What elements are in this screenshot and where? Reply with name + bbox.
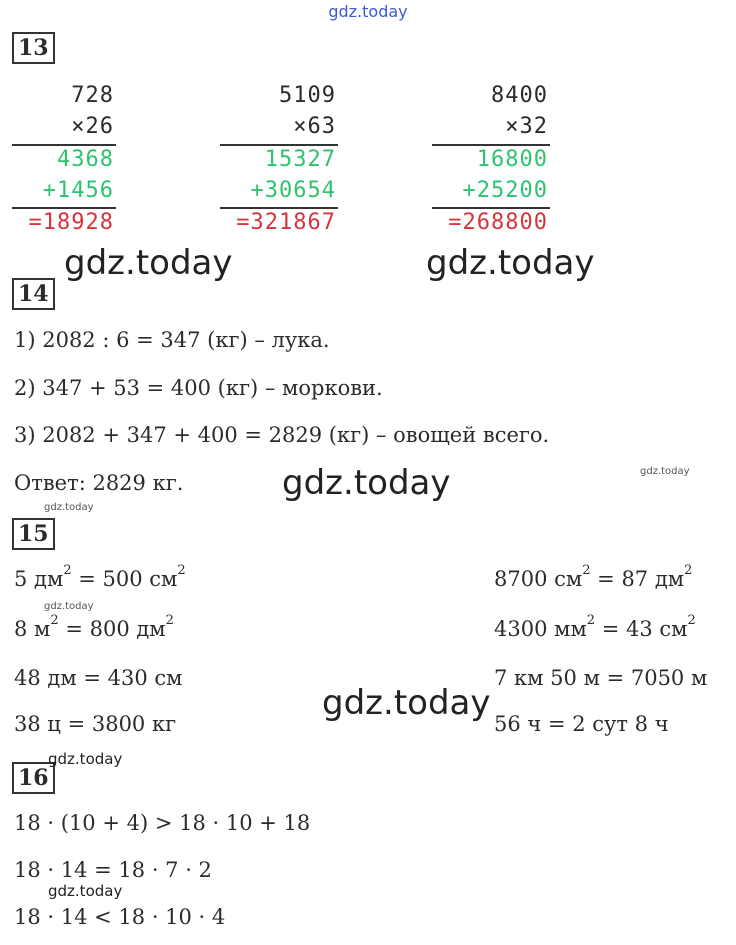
ex13-col2-partial1: 15327 bbox=[264, 147, 336, 172]
ex14-answer: Ответ: 2829 кг. bbox=[14, 471, 184, 495]
ex13-col3-partial2: +25200 bbox=[462, 178, 548, 203]
ex13-col2-rule2 bbox=[220, 207, 338, 209]
ex15-right-2: 4300 $мм^2 = 43$ $см^2$ bbox=[494, 613, 696, 641]
ex15-right-4: 56 ч = 2 сут 8 ч bbox=[494, 712, 669, 736]
ex13-col2-result: =321867 bbox=[236, 210, 336, 235]
ex13-col1-multiplicand: 728 bbox=[71, 83, 114, 108]
watermark-top: gdz.today bbox=[328, 2, 408, 21]
watermark: gdz.today bbox=[322, 683, 491, 723]
ex15-right-3: 7 км 50 м = 7050 м bbox=[494, 666, 708, 690]
ex16-line-1: 18 · (10 + 4) > 18 · 10 + 18 bbox=[14, 811, 311, 835]
ex13-col3-result: =268800 bbox=[448, 210, 548, 235]
ex14-line-1: 1) 2082 : 6 = 347 (кг) – лука. bbox=[14, 328, 330, 352]
ex13-col1-partial1: 4368 bbox=[57, 147, 114, 172]
ex13-col1-rule1 bbox=[12, 144, 116, 146]
ex13-col1-rule2 bbox=[12, 207, 116, 209]
ex16-line-3: 18 · 14 < 18 · 10 · 4 bbox=[14, 905, 226, 929]
ex15-left-4: 38 ц = 3800 кг bbox=[14, 712, 177, 736]
watermark: gdz.today bbox=[640, 466, 690, 477]
watermark: gdz.today bbox=[426, 243, 595, 283]
ex13-col3-partial1: 16800 bbox=[476, 147, 548, 172]
watermark: gdz.today bbox=[44, 502, 94, 513]
ex13-col3-multiplicand: 8400 bbox=[491, 83, 548, 108]
ex13-col2-rule1 bbox=[220, 144, 338, 146]
ex13-col3-rule2 bbox=[432, 207, 550, 209]
exercise-16-number: 16 bbox=[12, 762, 55, 794]
ex13-col3-rule1 bbox=[432, 144, 550, 146]
exercise-14-number: 14 bbox=[12, 278, 55, 310]
ex13-col1-result: =18928 bbox=[28, 210, 114, 235]
ex15-left-3: 48 дм = 430 см bbox=[14, 666, 183, 690]
ex16-line-2: 18 · 14 = 18 · 7 · 2 bbox=[14, 858, 212, 882]
ex15-right-1: 8700 $см^2 = 87$ $дм^2$ bbox=[494, 563, 693, 591]
ex13-col3-multiplier: ×32 bbox=[505, 114, 548, 139]
ex15-left-1: 5 $дм^2 = 500$ $см^2$ bbox=[14, 563, 186, 591]
ex14-line-2: 2) 347 + 53 = 400 (кг) – моркови. bbox=[14, 376, 383, 400]
watermark: gdz.today bbox=[48, 882, 123, 900]
exercise-15-number: 15 bbox=[12, 518, 55, 550]
exercise-13-number: 13 bbox=[12, 32, 55, 64]
ex15-left-2: 8 $м^2 = 800$ $дм^2$ bbox=[14, 613, 174, 641]
watermark: gdz.today bbox=[64, 243, 233, 283]
ex13-col1-multiplier: ×26 bbox=[71, 114, 114, 139]
ex13-col1-partial2: +1456 bbox=[42, 178, 114, 203]
watermark: gdz.today bbox=[282, 463, 451, 503]
ex13-col2-multiplier: ×63 bbox=[293, 114, 336, 139]
ex14-line-3: 3) 2082 + 347 + 400 = 2829 (кг) – овощей всего. bbox=[14, 423, 550, 447]
watermark: gdz.today bbox=[44, 601, 94, 612]
watermark: gdz.today bbox=[48, 750, 123, 768]
ex13-col2-partial2: +30654 bbox=[250, 178, 336, 203]
ex13-col2-multiplicand: 5109 bbox=[279, 83, 336, 108]
